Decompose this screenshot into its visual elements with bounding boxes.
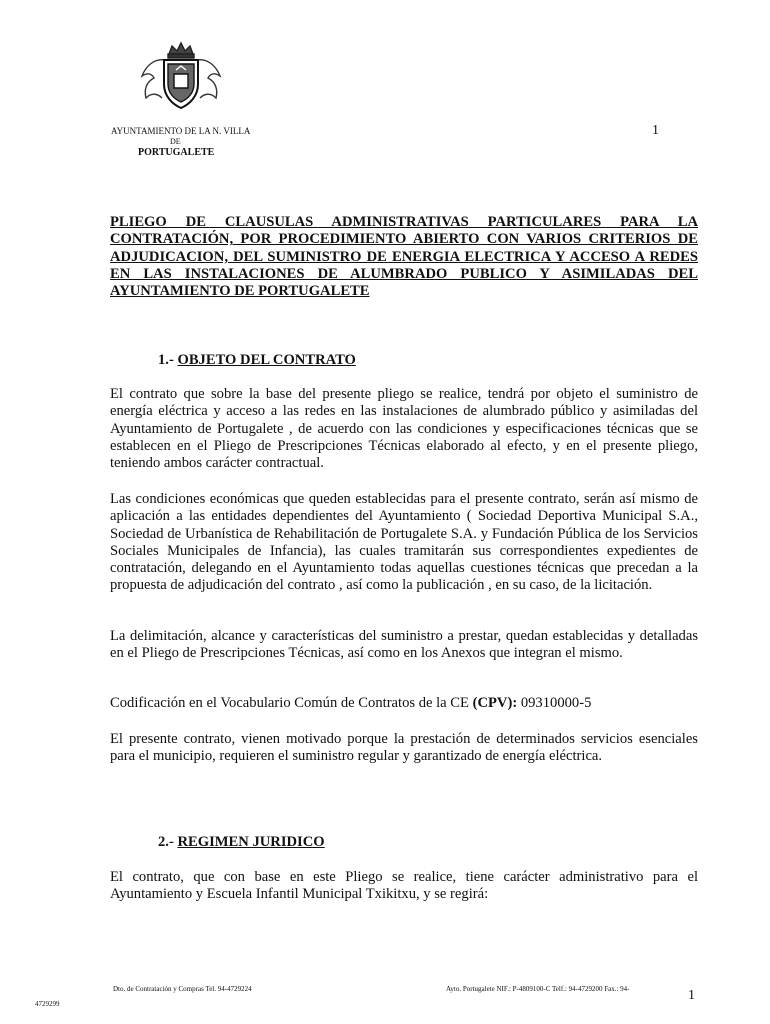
footer-fax-tail: 4729299: [35, 1000, 60, 1008]
footer-contact: Ayto. Portugalete NIF.: P-4809100-C Telf.: 94-4729200 Fax.: 94-: [446, 985, 630, 993]
header-org-de: DE: [170, 137, 181, 146]
section-2-number: 2.-: [158, 834, 178, 850]
section-2-paragraph-1: El contrato, que con base en este Pliego se realice, tiene carácter administrativo para el Ayuntamiento y Escuela Infantil Municipal Txikitxu, y se regirá:: [110, 869, 698, 903]
footer-department: Dto. de Contratación y Compras Tel. 94-4729224: [113, 985, 252, 993]
section-1-title: OBJETO DEL CONTRATO: [177, 352, 356, 368]
cpv-label: (CPV):: [472, 695, 518, 711]
section-1-number: 1.-: [158, 352, 178, 368]
section-1-paragraph-4: [110, 695, 698, 712]
section-1-paragraph-5: El presente contrato, vienen motivado porque la prestación de determinados servicios esenciales para el municipio, requieren el suministro regular y garantizado de energía eléctrica.: [110, 731, 698, 765]
cpv-code: 09310000-5: [517, 695, 592, 711]
coat-of-arms-logo: [136, 40, 226, 112]
header-page-number: 1: [652, 123, 659, 138]
header-org-name: AYUNTAMIENTO DE LA N. VILLA: [111, 126, 251, 136]
section-1-heading: [158, 352, 356, 369]
header-town-name: PORTUGALETE: [138, 147, 215, 158]
section-1-paragraph-3: La delimitación, alcance y características del suministro a prestar, quedan establecidas y detalladas en el Pliego de Prescripciones Técnicas, así como en los Anexos que integran el mismo.: [110, 628, 698, 662]
document-title: PLIEGO DE CLAUSULAS ADMINISTRATIVAS PARTICULARES PARA LA CONTRATACIÓN, POR PROCEDIMIENTO ABIERTO CON VARIOS CRITERIOS DE ADJUDICACION, DEL SUMINISTRO DE ENERGIA ELECTRICA Y ACCESO A REDES EN LAS INSTALACIONES DE ALUMBRADO PUBLICO Y ASIMILADAS DEL AYUNTAMIENTO DE PORTUGALETE: [110, 214, 698, 300]
section-2-title: REGIMEN JURIDICO: [177, 834, 325, 850]
section-1-paragraph-2: Las condiciones económicas que queden establecidas para el presente contrato, serán así mismo de aplicación a las entidades dependientes del Ayuntamiento ( Sociedad Deportiva Municipal S.A., Sociedad de Urbanística de Rehabilitación de Portugalete S.A. y Fundación Pública de los Servicios Sociales Municipales de Infancia), las cuales tramitarán sus correspondientes expedientes de contratación, delegando en el Ayuntamiento todas aquellas cuestiones técnicas que precedan a la propuesta de adjudicación del contrato , así como la publicación , en su caso, de la licitación.: [110, 491, 698, 594]
cpv-prefix: Codificación en el Vocabulario Común de Contratos de la CE: [110, 695, 473, 711]
section-2-heading: [158, 834, 325, 851]
section-1-paragraph-1: El contrato que sobre la base del presente pliego se realice, tendrá por objeto el suministro de energía eléctrica y acceso a las redes en las instalaciones de alumbrado público y asimiladas del Ayuntamiento de Portugalete , de acuerdo con las condiciones y especificaciones técnicas que se establecen en el Pliego de Prescripciones Técnicas elaborado al efecto, y en el presente pliego, teniendo ambos carácter contractual.: [110, 386, 698, 472]
footer-page-number: 1: [688, 988, 695, 1003]
